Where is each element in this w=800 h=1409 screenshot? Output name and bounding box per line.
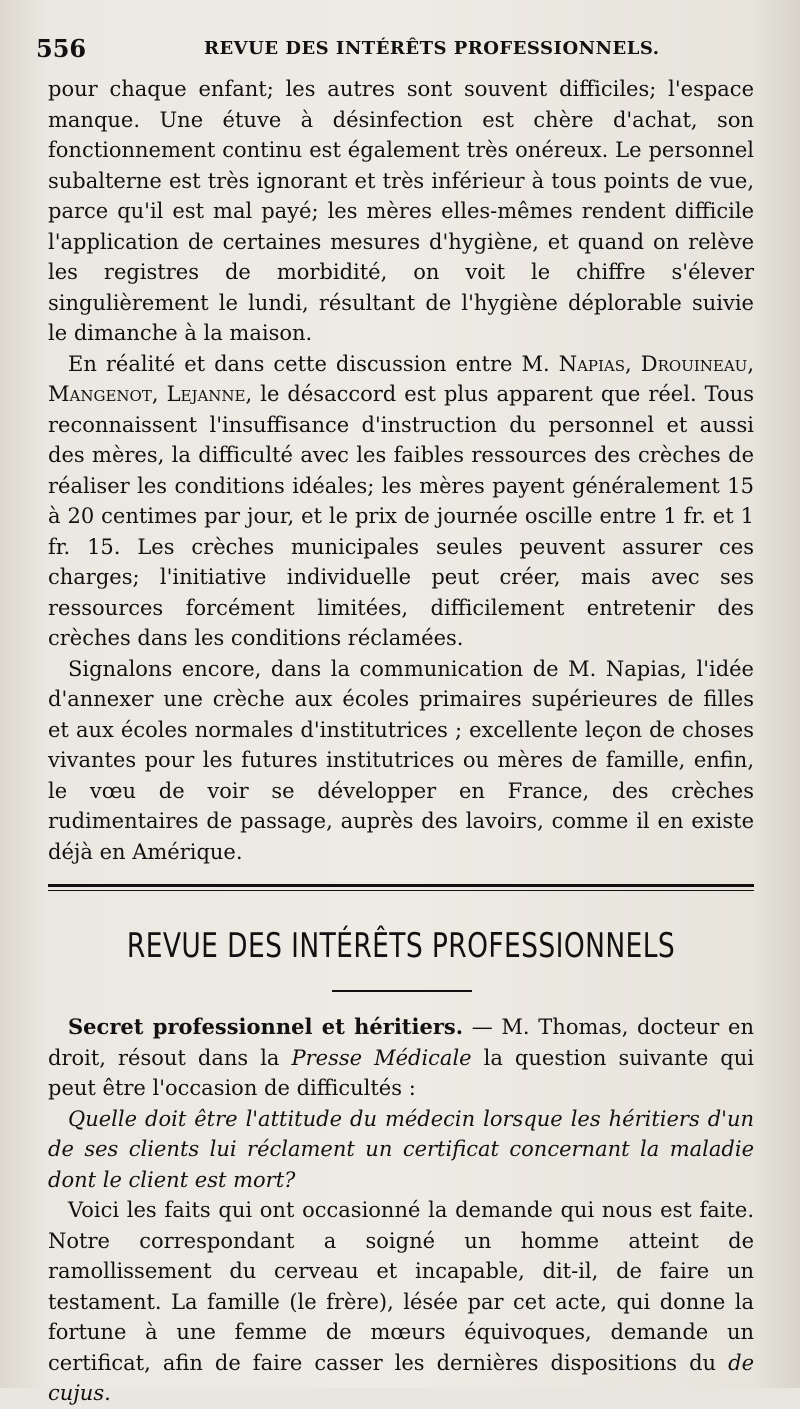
journal-title: Presse Médicale (291, 1045, 472, 1070)
paragraph: pour chaque enfant; les autres sont souvent difficiles; l'espace manque. Une étuve à désinfection est chère d'achat, son fonctionnement continu est également très onéreux. Le personnel subalterne est très ignorant et très inférieur à tous points de vue, parce qu'il est mal payé; les mères elles-mêmes rendent difficile l'application de certaines mesures d'hygiène, et quand on relève les registres de morbidité, on voit le chiffre s'élever singulièrement le lundi, résultant de l'hygiène déplorable suivie le dimanche à la maison. (48, 77, 754, 345)
divider-thin-rule (48, 890, 754, 891)
article-heading: Secret professionnel et héritiers. (68, 1014, 464, 1039)
divider-thick-rule (48, 884, 754, 887)
author-name: Lejanne (166, 382, 246, 406)
author-name: Drouineau (640, 351, 748, 376)
paragraph: Secret professionnel et héritiers. — M. Thomas, docteur en droit, résout dans la Presse Médicale la question suivante qui peut être l'occasion de difficultés : (48, 1014, 754, 1100)
paragraph: Voici les faits qui ont occasionné la demande qui nous est faite. Notre correspondant a soigné un homme atteint de ramollissement du cerveau et incapable, dit-il, de faire un testament. La famille (le frère), lésée par cet acte, qui donne la fortune à une femme de mœurs équivoques, demande un certificat, afin de faire casser les dernières dispositions du de cujus. (48, 1198, 754, 1405)
author-name: Mangenot (48, 382, 152, 406)
title-underline (332, 990, 472, 992)
paragraph: En réalité et dans cette discussion entre M. Napias, Drouineau, Mangenot, Lejanne, le désaccord est plus apparent que réel. Tous reconnaissent l'insuffisance d'instruction du personnel et aussi des mères, la difficulté avec les faibles ressources des crèches de réaliser les conditions idéales; les mères payent généralement 15 à 20 centimes par jour, et le prix de journée oscille entre 1 fr. et 1 fr. 15. Les crèches municipales seules peuvent assurer ces charges; l'initiative individuelle peut créer, mais avec ses ressources forcément limitées, difficilement entretenir des crèches dans les conditions réclamées. (48, 351, 755, 650)
running-title: REVUE DES INTÉRÊTS PROFESSIONNELS. (204, 38, 660, 59)
question-paragraph: Quelle doit être l'attitude du médecin lorsque les héritiers d'un de ses clients lui réclament un certificat concernant la maladie dont le client est mort? (48, 1106, 754, 1192)
article (48, 1012, 754, 1409)
running-head (36, 34, 766, 62)
section-divider (48, 884, 754, 891)
author-name: Napias (558, 351, 626, 376)
paragraph: Signalons encore, dans la communication de M. Napias, l'idée d'annexer une crèche aux écoles primaires supérieures de filles et aux écoles normales d'institutrices ; excellente leçon de choses vivantes pour les futures institutrices ou mères de famille, enfin, le vœu de voir se développer en France, des crèches rudimentaires de passage, auprès des lavoirs, comme il en existe déjà en Amérique. (48, 656, 754, 864)
section-title: REVUE DES INTÉRÊTS PROFESSIONNELS (126, 926, 676, 966)
article-continued (48, 74, 754, 867)
page-number: 556 (36, 34, 87, 63)
